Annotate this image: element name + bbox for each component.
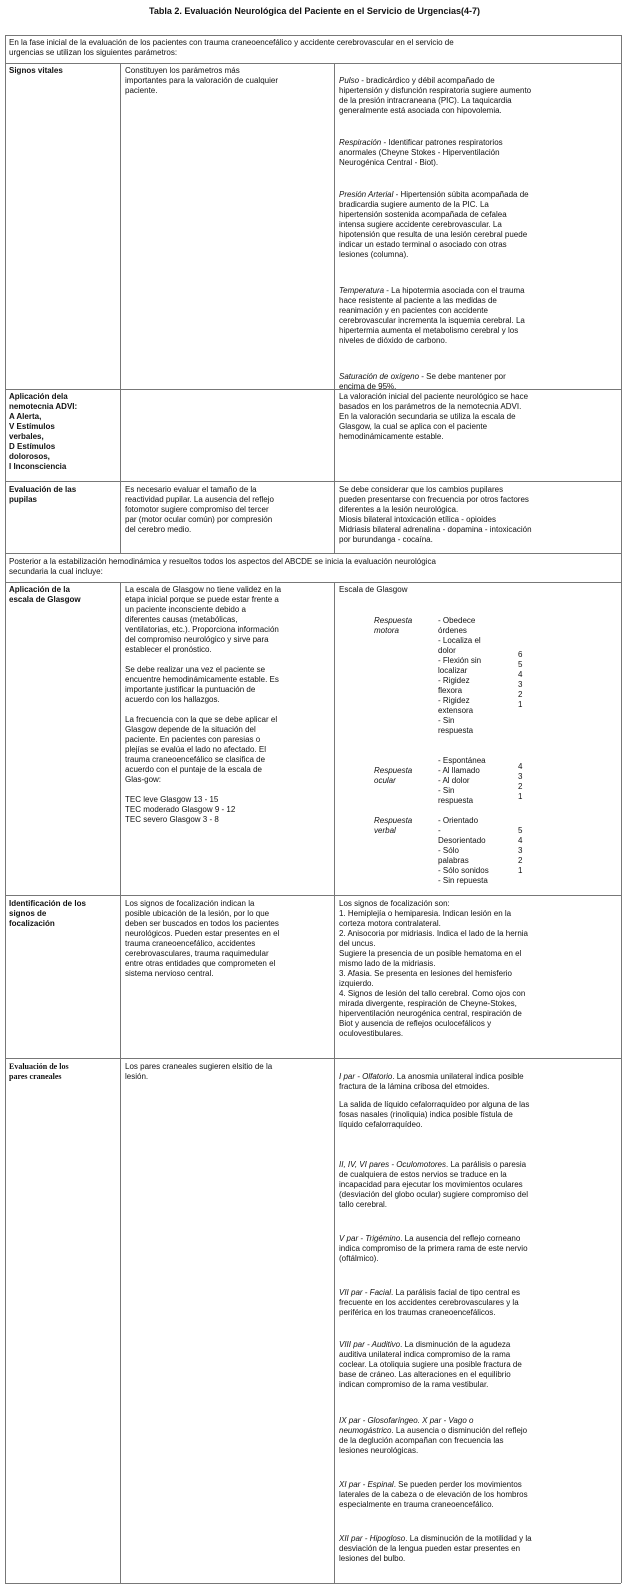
cranial-text-5: . La parálisis facial de tipo central es frecuente en los accidentes cerebrovasculares y la periférica en los traumas craneoencefálicos.: [339, 1288, 520, 1317]
cranial-text-1: . La anosmia unilateral indica posible fractura de la lámina cribosa del etmoides.: [339, 1072, 524, 1091]
detail-head-pa: Presión Arterial: [339, 190, 394, 199]
cranial-auditivo: [339, 1330, 619, 1390]
cranial-head-7: IX par - Glosofaríngeo. X par - Vago o neumogástrico: [339, 1416, 474, 1435]
rule-after-advi: [5, 481, 621, 482]
rule-bottom: [5, 1583, 621, 1584]
row-details-pupils: Se debe considerar que los cambios pupilares pueden presentarse con frecuencia por otros factores diferentes a la lesión neurológica. Miosis bilateral intoxicación etílica - opioides Midriasis bilateral adrenalina - dopamina - intoxicación por burundanga - cocaína.: [339, 485, 532, 544]
cranial-text-8: . Se pueden perder los movimientos laterales de la cabeza o de elevación de los hombros especialmente en trauma craneoencefálico.: [339, 1480, 528, 1509]
rule-after-focal: [5, 1058, 621, 1059]
row-label-focal: Identificación de los signos de focalización: [9, 899, 86, 928]
row-details-temp: [339, 276, 619, 346]
glasgow-motor-items: - Obedece órdenes - Localiza el dolor - Flexión sin localizar - Rigidez flexora - Rigidez extensora - Sin respuesta: [438, 616, 482, 735]
row-details-advi: La valoración inicial del paciente neurológico se hace basados en los parámetros de la nemotecnia ADVI. En la valoración secundaria se utiliza la escala de Glasgow, la cual se aplica con el paciente hemodinámicamente estable.: [339, 392, 529, 441]
cranial-text-7: . La ausencia o disminución del reflejo de la deglución acompañan con frecuencia las lesiones neurológicas.: [339, 1426, 528, 1455]
cranial-head-9: XII par - Hipogloso: [339, 1534, 406, 1543]
row-desc-cranial: Los pares craneales sugieren elsitio de la lesión.: [125, 1062, 273, 1081]
cranial-text-4: . La ausencia del reflejo corneano indica compromiso de la primera rama de este nervio (oftálmico).: [339, 1234, 528, 1263]
col-rule-1b: [120, 582, 121, 1583]
row-desc-focal: Los signos de focalización indican la posible ubicación de la lesión, por lo que deben ser buscados en todos los pacientes neurológicos. Pueden estar presentes en el trauma craneoencefálico, accidentes cerebrovasculares, trauma raquimedular entre otras entidades que comprometen el sistema nervioso central.: [125, 899, 280, 978]
cranial-head-6: VIII par - Auditivo: [339, 1340, 401, 1349]
glasgow-verbal-scores: 5 4 3 2 1: [518, 826, 523, 875]
detail-head-resp: Respiración: [339, 138, 382, 147]
cranial-text-3: . La parálisis o paresia de cualquiera de estos nervios se traduce en la incapacidad para ejecutar los movimientos oculares (desviación del globo ocular) sugiere compromiso del tallo cerebral.: [339, 1160, 528, 1209]
cranial-olfatorio: [339, 1062, 619, 1092]
col-rule-1a: [120, 63, 121, 553]
glasgow-ocular-scores: 4 3 2 1: [518, 762, 523, 801]
table-title: Tabla 2. Evaluación Neurológica del Paciente en el Servicio de Urgencias(4-7): [149, 6, 480, 16]
cranial-trigemino: [339, 1224, 619, 1264]
cranial-head-8: XI par - Espinal: [339, 1480, 394, 1489]
rule-after-intro2: [5, 582, 621, 583]
cranial-glosofaringeo: [339, 1406, 619, 1456]
rule-after-pupils: [5, 553, 621, 554]
row-desc-glasgow: La escala de Glasgow no tiene validez en la etapa inicial porque se puede estar frente a un paciente inconsciente debido a diferentes causas (metabólicas, ventilatorias, etc.). Proporciona información del compromiso neurológico y sirve para establecer el pronóstico. Se debe realizar una vez el paciente se encuentre hemodinámicamente estable. Es importante justificar la puntuación de acuerdo con los hallazgos. La frecuencia con la que se debe aplicar el Glasgow depende de la situación del paciente. En pacientes con paresias o plejías se evalúa el lado no afectado. El trauma craneoencefálico se clasifica de acuerdo con el puntaje de la escala de Glas-gow: TEC leve Glasgow 13 - 15 TEC moderado Glasgow 9 - 12 TEC severo Glasgow 3 - 8: [125, 585, 282, 824]
glasgow-ocular-items: - Espontánea - Al llamado - Al dolor - Sin respuesta: [438, 756, 486, 805]
row-details-vitals: [339, 66, 619, 116]
cranial-facial: [339, 1278, 619, 1318]
rule-right: [621, 35, 622, 1583]
row-label-advi: Aplicación dela nemotecnia ADVI: A Alerta, V Estímulos verbales, D Estímulos dolorosos, I Inconsciencia: [9, 392, 78, 471]
cranial-head-5: VII par - Facial: [339, 1288, 392, 1297]
row-label-cranial: Evaluación de los pares craneales: [9, 1062, 69, 1081]
rule-top: [5, 35, 621, 36]
intro-secondary: Posterior a la estabilización hemodinámica y resueltos todos los aspectos del ABCDE se inicia la evaluación neurológica secundaria la cual incluye:: [9, 557, 436, 576]
glasgow-verbal-label: Respuesta verbal: [374, 816, 413, 835]
row-details-sat: [339, 362, 619, 392]
cranial-hipogloso: [339, 1524, 619, 1564]
detail-head-pulse: Pulso: [339, 76, 360, 85]
detail-head-sat: Saturación de oxígeno: [339, 372, 420, 381]
detail-text-pa: - Hipertensión súbita acompañada de bradicardia sugiere aumento de la PIC. La hipertensión sostenida acompañada de cefalea intensa sugiere accidente cerebrovascular. La hipotensión que resulta de una lesión cerebral puede indicar un estado terminal o asociado con otras lesiones (columna).: [339, 190, 529, 259]
cranial-espinal: [339, 1470, 619, 1510]
detail-text-temp: - La hipotermia asociada con el trauma hace resistente al paciente a las medidas de reanimación y en pacientes con accidente cerebrovascular incrementa la isquemia cerebral. La hipertermia aumenta el metabolismo cerebral y los niveles de dióxido de carbono.: [339, 286, 525, 345]
cranial-head-3: II, IV, VI pares - Oculomotores: [339, 1160, 446, 1169]
glasgow-motor-label: Respuesta motora: [374, 616, 413, 635]
detail-head-temp: Temperatura: [339, 286, 385, 295]
glasgow-verbal-items: - Orientado - Desorientado - Sólo palabras - Sólo sonidos - Sin repuesta: [438, 816, 489, 885]
row-desc-vitals: Constituyen los parámetros más importantes para la valoración de cualquier paciente.: [125, 66, 278, 95]
row-details-focal: Los signos de focalización son: 1. Hemiplejía o hemiparesia. Indican lesión en la corteza motora contralateral. 2. Anisocoria por midriasis. Indica el lado de la hernia del uncus. Sugiere la presencia de un posible hematoma en el mismo lado de la midriasis. 3. Afasia. Se presenta en lesiones del hemisferio izquierdo. 4. Signos de lesión del tallo cerebral. Como ojos con mirada divergente, respiración de Cheyne-Stokes, hiperventilación neurogénica central, respiración de Biot y ausencia de reflejos oculocefálicos y oculovestibulares.: [339, 899, 528, 1038]
rule-after-intro: [5, 63, 621, 64]
glasgow-ocular-label: Respuesta ocular: [374, 766, 413, 785]
rule-after-glasgow: [5, 895, 621, 896]
detail-text-pulse: - bradicárdico y débil acompañado de hipertensión y disfunción respiratoria sugiere aumento de la presión intracraneana (PIC). La taquicardia generalmente está asociada con hipovolemia.: [339, 76, 532, 115]
cranial-head-1: I par - Olfatorio: [339, 1072, 393, 1081]
detail-text-sat: - Se debe mantener por encima de 95%.: [339, 372, 506, 391]
row-details-resp: [339, 128, 619, 168]
rule-left: [5, 35, 6, 1583]
cranial-oculomotores: [339, 1150, 619, 1210]
intro-initial: En la fase inicial de la evaluación de los pacientes con trauma craneoencefálico y accidente cerebrovascular en el servicio de urgencias se utilizan los siguientes parámetros:: [9, 38, 454, 57]
col-rule-2a: [334, 63, 335, 553]
cranial-text-6: . La disminución de la agudeza auditiva unilateral indica compromiso de la rama coclear. La otoliquia sugiere una posible fractura de base de cráneo. Las alteraciones en el equilibrio indican compromiso de la rama vestibular.: [339, 1340, 522, 1389]
detail-text-resp: - Identificar patrones respiratorios anormales (Cheyne Stokes - Hiperventilación Neurogénica Central - Biot).: [339, 138, 503, 167]
cranial-head-4: V par - Trigémino: [339, 1234, 401, 1243]
cranial-rinoliquia: La salida de líquido cefalorraquídeo por alguna de las fosas nasales (rinoliquia) indica posible fístula de líquido cefalorraquídeo.: [339, 1100, 530, 1129]
cranial-text-9: . La disminución de la motilidad y la desviación de la lengua pueden estar presentes en lesiones del bulbo.: [339, 1534, 532, 1563]
row-details-pa: [339, 180, 619, 260]
row-label-pupils: Evaluación de las pupilas: [9, 485, 77, 504]
row-label-glasgow: Aplicación de la escala de Glasgow: [9, 585, 81, 604]
glasgow-heading: Escala de Glasgow: [339, 585, 408, 594]
row-label-vitals: Signos vitales: [9, 66, 63, 75]
glasgow-motor-scores: 6 5 4 3 2 1: [518, 650, 523, 709]
col-rule-2b: [334, 582, 335, 1583]
row-desc-pupils: Es necesario evaluar el tamaño de la reactividad pupilar. La ausencia del reflejo fotomotor sugiere compromiso del tercer par (motor ocular común) por compresión del cerebro medio.: [125, 485, 274, 534]
